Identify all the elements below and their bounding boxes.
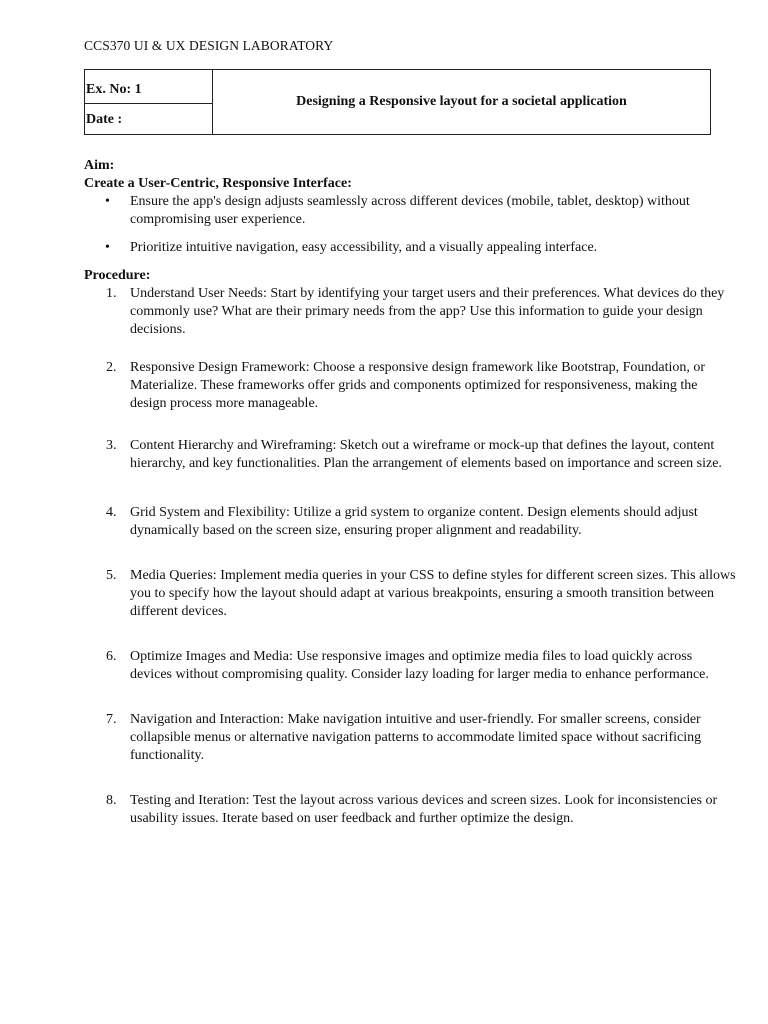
step-number: 8. [106, 793, 117, 808]
aim-bullet-list [84, 193, 736, 257]
list-item [84, 193, 736, 229]
aim-heading: Aim: [84, 158, 115, 173]
bullet-icon: • [105, 194, 110, 209]
step-text: Optimize Images and Media: Use responsive images and optimize media files to load quickly across devices without compromising quality. Consider lazy loading for larger media to enhance performance. [130, 649, 709, 682]
list-item [84, 437, 736, 473]
step-number: 2. [106, 360, 117, 375]
step-text: Content Hierarchy and Wireframing: Sketch out a wireframe or mock-up that defines the layout, content hierarchy, and key functionalities. Plan the arrangement of elements based on importance and screen size. [130, 438, 722, 471]
step-text: Responsive Design Framework: Choose a responsive design framework like Bootstrap, Foundation, or Materialize. These frameworks offer grids and components optimized for responsiveness, making the design process more manageable. [130, 360, 706, 411]
exercise-info-table [84, 69, 711, 135]
step-number: 7. [106, 712, 117, 727]
list-item [84, 285, 736, 339]
exercise-number: Ex. No: 1 [85, 70, 212, 104]
exercise-title-text: Designing a Responsive layout for a societal application [296, 94, 627, 109]
exercise-meta-column [85, 70, 213, 134]
aim-bullet-text: Ensure the app's design adjusts seamlessly across different devices (mobile, tablet, desktop) without compromising user experience. [130, 194, 690, 227]
exercise-date: Date : [86, 112, 123, 127]
course-header: CCS370 UI & UX DESIGN LABORATORY [84, 38, 334, 53]
step-text: Grid System and Flexibility: Utilize a grid system to organize content. Design elements should adjust dynamically based on the screen size, ensuring proper alignment and readability. [130, 505, 698, 538]
list-item [84, 711, 736, 765]
step-text: Media Queries: Implement media queries in your CSS to define styles for different screen sizes. This allows you to specify how the layout should adapt at various breakpoints, ensuring a smooth transition between different devices. [130, 568, 736, 619]
step-number: 4. [106, 505, 117, 520]
list-item [84, 792, 736, 828]
step-text: Testing and Iteration: Test the layout across various devices and screen sizes. Look for inconsistencies or usability issues. Iterate based on user feedback and further optimize the design. [130, 793, 718, 826]
step-number: 3. [106, 438, 117, 453]
exercise-title [213, 70, 710, 134]
list-item [84, 648, 736, 684]
procedure-heading: Procedure: [84, 268, 151, 283]
bullet-icon: • [105, 240, 110, 255]
list-item [84, 567, 736, 621]
aim-bullet-text: Prioritize intuitive navigation, easy accessibility, and a visually appealing interface. [130, 240, 598, 255]
list-item [84, 239, 736, 257]
aim-subtitle: Create a User-Centric, Responsive Interface: [84, 176, 352, 191]
step-number: 6. [106, 649, 117, 664]
step-text: Navigation and Interaction: Make navigation intuitive and user-friendly. For smaller screens, consider collapsible menus or alternative navigation patterns to accommodate limited space without sacrificing functionality. [130, 712, 702, 763]
list-item [84, 504, 736, 540]
procedure-steps [84, 285, 736, 828]
step-number: 5. [106, 568, 117, 583]
document-body [84, 157, 736, 828]
step-number: 1. [106, 286, 117, 301]
list-item [84, 359, 736, 413]
step-text: Understand User Needs: Start by identifying your target users and their preferences. What devices do they commonly use? What are their primary needs from the app? Use this information to guide your design decisions. [130, 286, 725, 337]
